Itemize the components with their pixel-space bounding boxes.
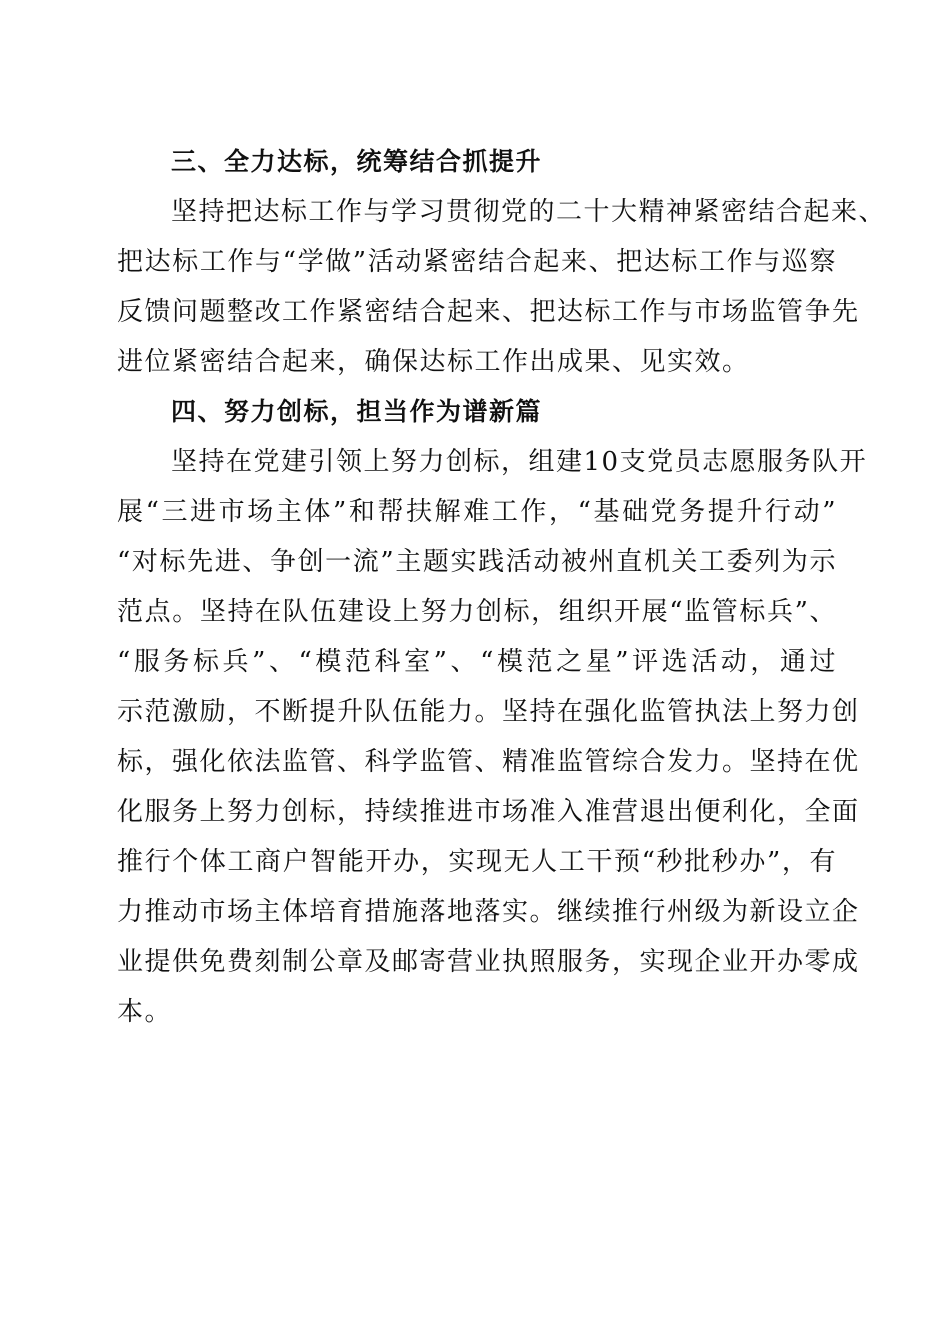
section-paragraph-4 [117, 437, 868, 1037]
paragraph-line: 把达标工作与“学做”活动紧密结合起来、把达标工作与巡察 [117, 247, 837, 277]
paragraph-line: “对标先进、争创一流”主题实践活动被州直机关工委列为示 [117, 547, 837, 577]
paragraph-line: “服务标兵”、“模范科室”、“模范之星”评选活动，通过 [117, 647, 837, 677]
section-heading-4: 四、努力创标，担当作为谱新篇 [171, 397, 543, 426]
paragraph-line: 范点。坚持在队伍建设上努力创标，组织开展“监管标兵”、 [117, 597, 837, 627]
paragraph-line: 反馈问题整改工作紧密结合起来、把达标工作与市场监管争先 [117, 297, 860, 327]
document-body [117, 137, 887, 1037]
paragraph-line: 进位紧密结合起来，确保达标工作出成果、见实效。 [117, 347, 750, 377]
paragraph-line: 推行个体工商户智能开办，实现无人工干预“秒批秒办”，有 [117, 847, 837, 877]
paragraph-line: 化服务上努力创标，持续推进市场准入准营退出便利化，全面 [117, 797, 860, 827]
paragraph-line: 力推动市场主体培育措施落地落实。继续推行州级为新设立企 [117, 897, 860, 927]
paragraph-line: 展“三进市场主体”和帮扶解难工作，“基础党务提升行动” [117, 497, 837, 527]
paragraph-line: 示范激励，不断提升队伍能力。坚持在强化监管执法上努力创 [117, 697, 860, 727]
paragraph-line: 标，强化依法监管、科学监管、精准监管综合发力。坚持在优 [117, 747, 860, 777]
paragraph-line: 业提供免费刻制公章及邮寄营业执照服务，实现企业开办零成 [117, 947, 860, 977]
paragraph-line: 本。 [117, 997, 173, 1027]
section-paragraph-3 [117, 187, 887, 387]
paragraph-line: 坚持把达标工作与学习贯彻党的二十大精神紧密结合起来、 [171, 197, 887, 227]
paragraph-line: 坚持在党建引领上努力创标，组建10支党员志愿服务队开 [171, 447, 868, 477]
section-heading-3: 三、全力达标，统筹结合抓提升 [171, 147, 543, 176]
